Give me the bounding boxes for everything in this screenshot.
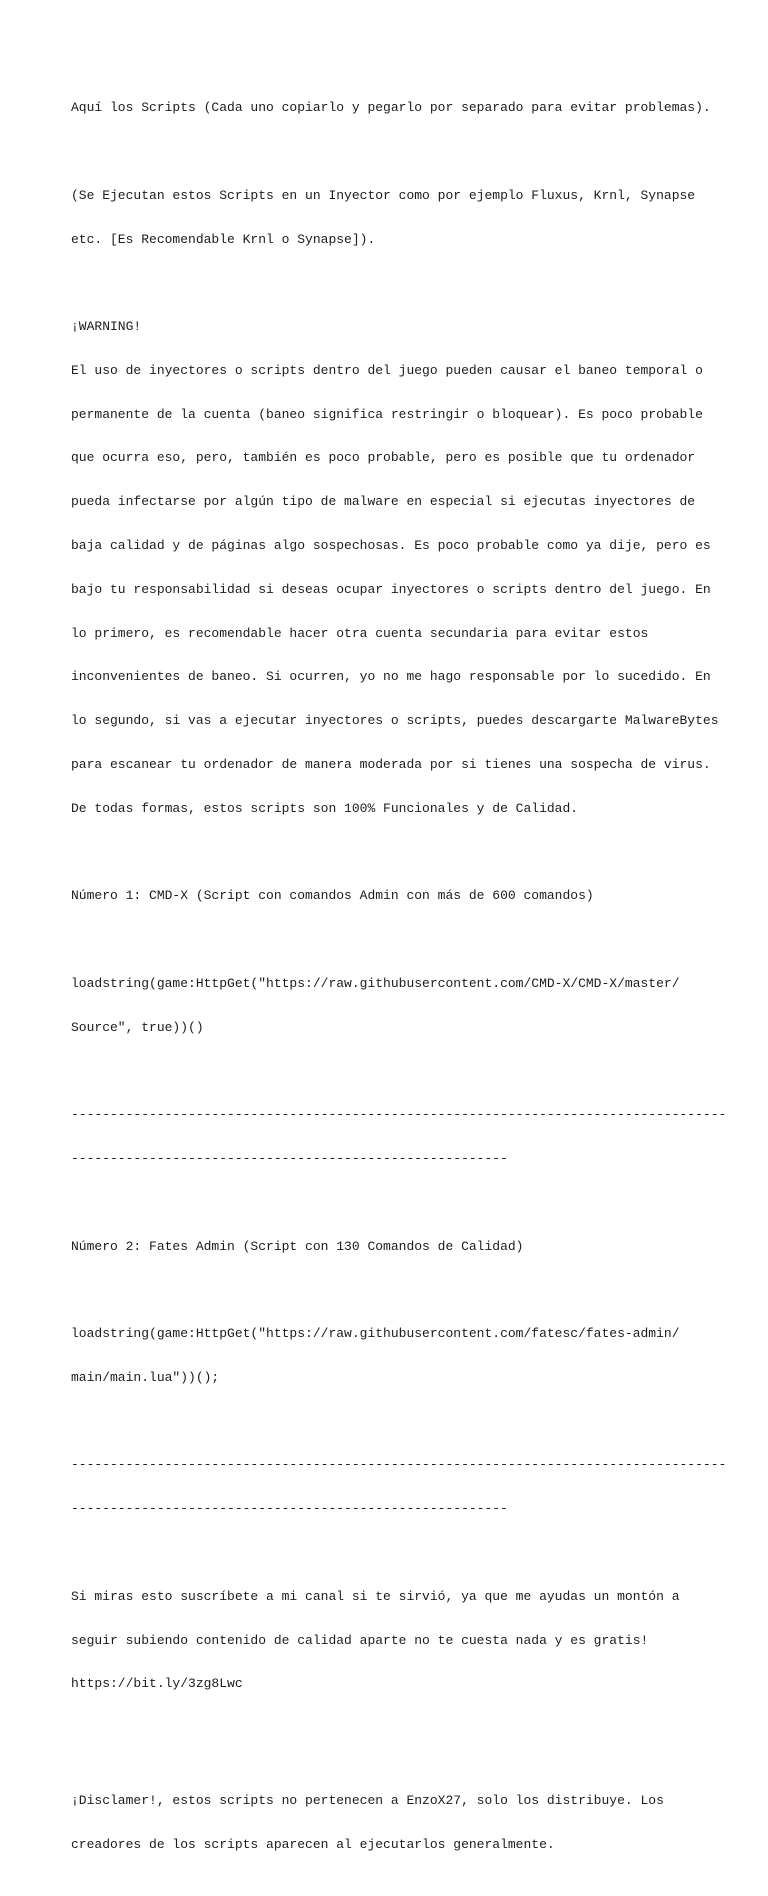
script1-heading-paragraph [71,860,711,933]
warning-line: baja calidad y de páginas algo sospechosas. Es poco probable como ya dije, pero es [71,538,711,553]
disclaimer-line: ¡Disclamer!, estos scripts no pertenecen a EnzoX27, solo los distribuye. Los [71,1793,664,1809]
script2-heading-paragraph [71,1210,711,1283]
note-line: etc. [Es Recomendable Krnl o Synapse]). [71,231,376,247]
script1-code-line[interactable]: loadstring(game:HttpGet("https://raw.githubusercontent.com/CMD-X/CMD-X/master/ [71,975,680,991]
subscribe-line: Si miras esto suscríbete a mi canal si te sirvió, ya que me ayudas un montón a [71,1588,680,1604]
intro-paragraph [71,72,711,145]
separator-line: ------------------------------------------------------------------------------------ [71,1107,727,1123]
warning-line: lo segundo, si vas a ejecutar inyectores o scripts, puedes descargarte MalwareBytes [71,713,719,729]
disclaimer-line: creadores de los scripts aparecen al ejecutarlos generalmente. [71,1836,555,1852]
script2-code-block[interactable] [71,1298,711,1415]
warning-line: inconvenientes de baneo. Si ocurren, yo no me hago responsable por lo sucedido. En [71,669,711,685]
separator-line: -------------------------------------------------------- [71,1150,508,1166]
script2-code-line[interactable]: loadstring(game:HttpGet("https://raw.githubusercontent.com/fatesc/fates-admin/ [71,1326,680,1342]
separator-line: -------------------------------------------------------- [71,1501,508,1517]
warning-line: permanente de la cuenta (baneo significa restringir o bloquear). Es poco probable [71,406,703,422]
document-page [71,72,727,1896]
warning-line: El uso de inyectores o scripts dentro del juego pueden causar el baneo temporal o [71,362,703,378]
warning-line: para escanear tu ordenador de manera moderada por si tienes una sospecha de virus. [71,756,711,772]
script2-heading: Número 2: Fates Admin (Script con 130 Comandos de Calidad) [71,1238,524,1254]
warning-line: bajo tu responsabilidad si deseas ocupar inyectores o scripts dentro del juego. En [71,581,711,597]
channel-link[interactable]: https://bit.ly/3zg8Lwc [71,1676,243,1692]
separator-line: ------------------------------------------------------------------------------------ [71,1457,727,1473]
script1-code-line[interactable]: Source", true))() [71,1019,204,1035]
spacer [71,1736,711,1765]
injector-note-paragraph [71,160,711,277]
warning-line: pueda infectarse por algún tipo de malware en especial si ejecutas inyectores de [71,494,696,510]
separator [71,1079,727,1196]
subscribe-line: seguir subiendo contenido de calidad aparte no te cuesta nada y es gratis! [71,1632,649,1648]
warning-line: que ocurra eso, pero, también es poco probable, pero es posible que tu ordenador [71,450,696,466]
note-line: (Se Ejecutan estos Scripts en un Inyector como por ejemplo Fluxus, Krnl, Synapse [71,187,696,203]
script1-code-block[interactable] [71,948,711,1065]
warning-line: lo primero, es recomendable hacer otra cuenta secundaria para evitar estos [71,625,649,641]
script1-heading: Número 1: CMD-X (Script con comandos Admin con más de 600 comandos) [71,888,594,904]
warning-paragraph [71,291,719,846]
warning-line: De todas formas, estos scripts son 100% Funcionales y de Calidad. [71,800,579,816]
warning-title: ¡WARNING! [71,319,142,335]
script2-code-line[interactable]: main/main.lua"))(); [71,1369,220,1385]
intro-text: Aquí los Scripts (Cada uno copiarlo y pegarlo por separado para evitar problemas). [71,100,711,116]
disclaimer-paragraph [71,1765,711,1882]
subscribe-paragraph [71,1561,711,1722]
separator [71,1429,727,1546]
